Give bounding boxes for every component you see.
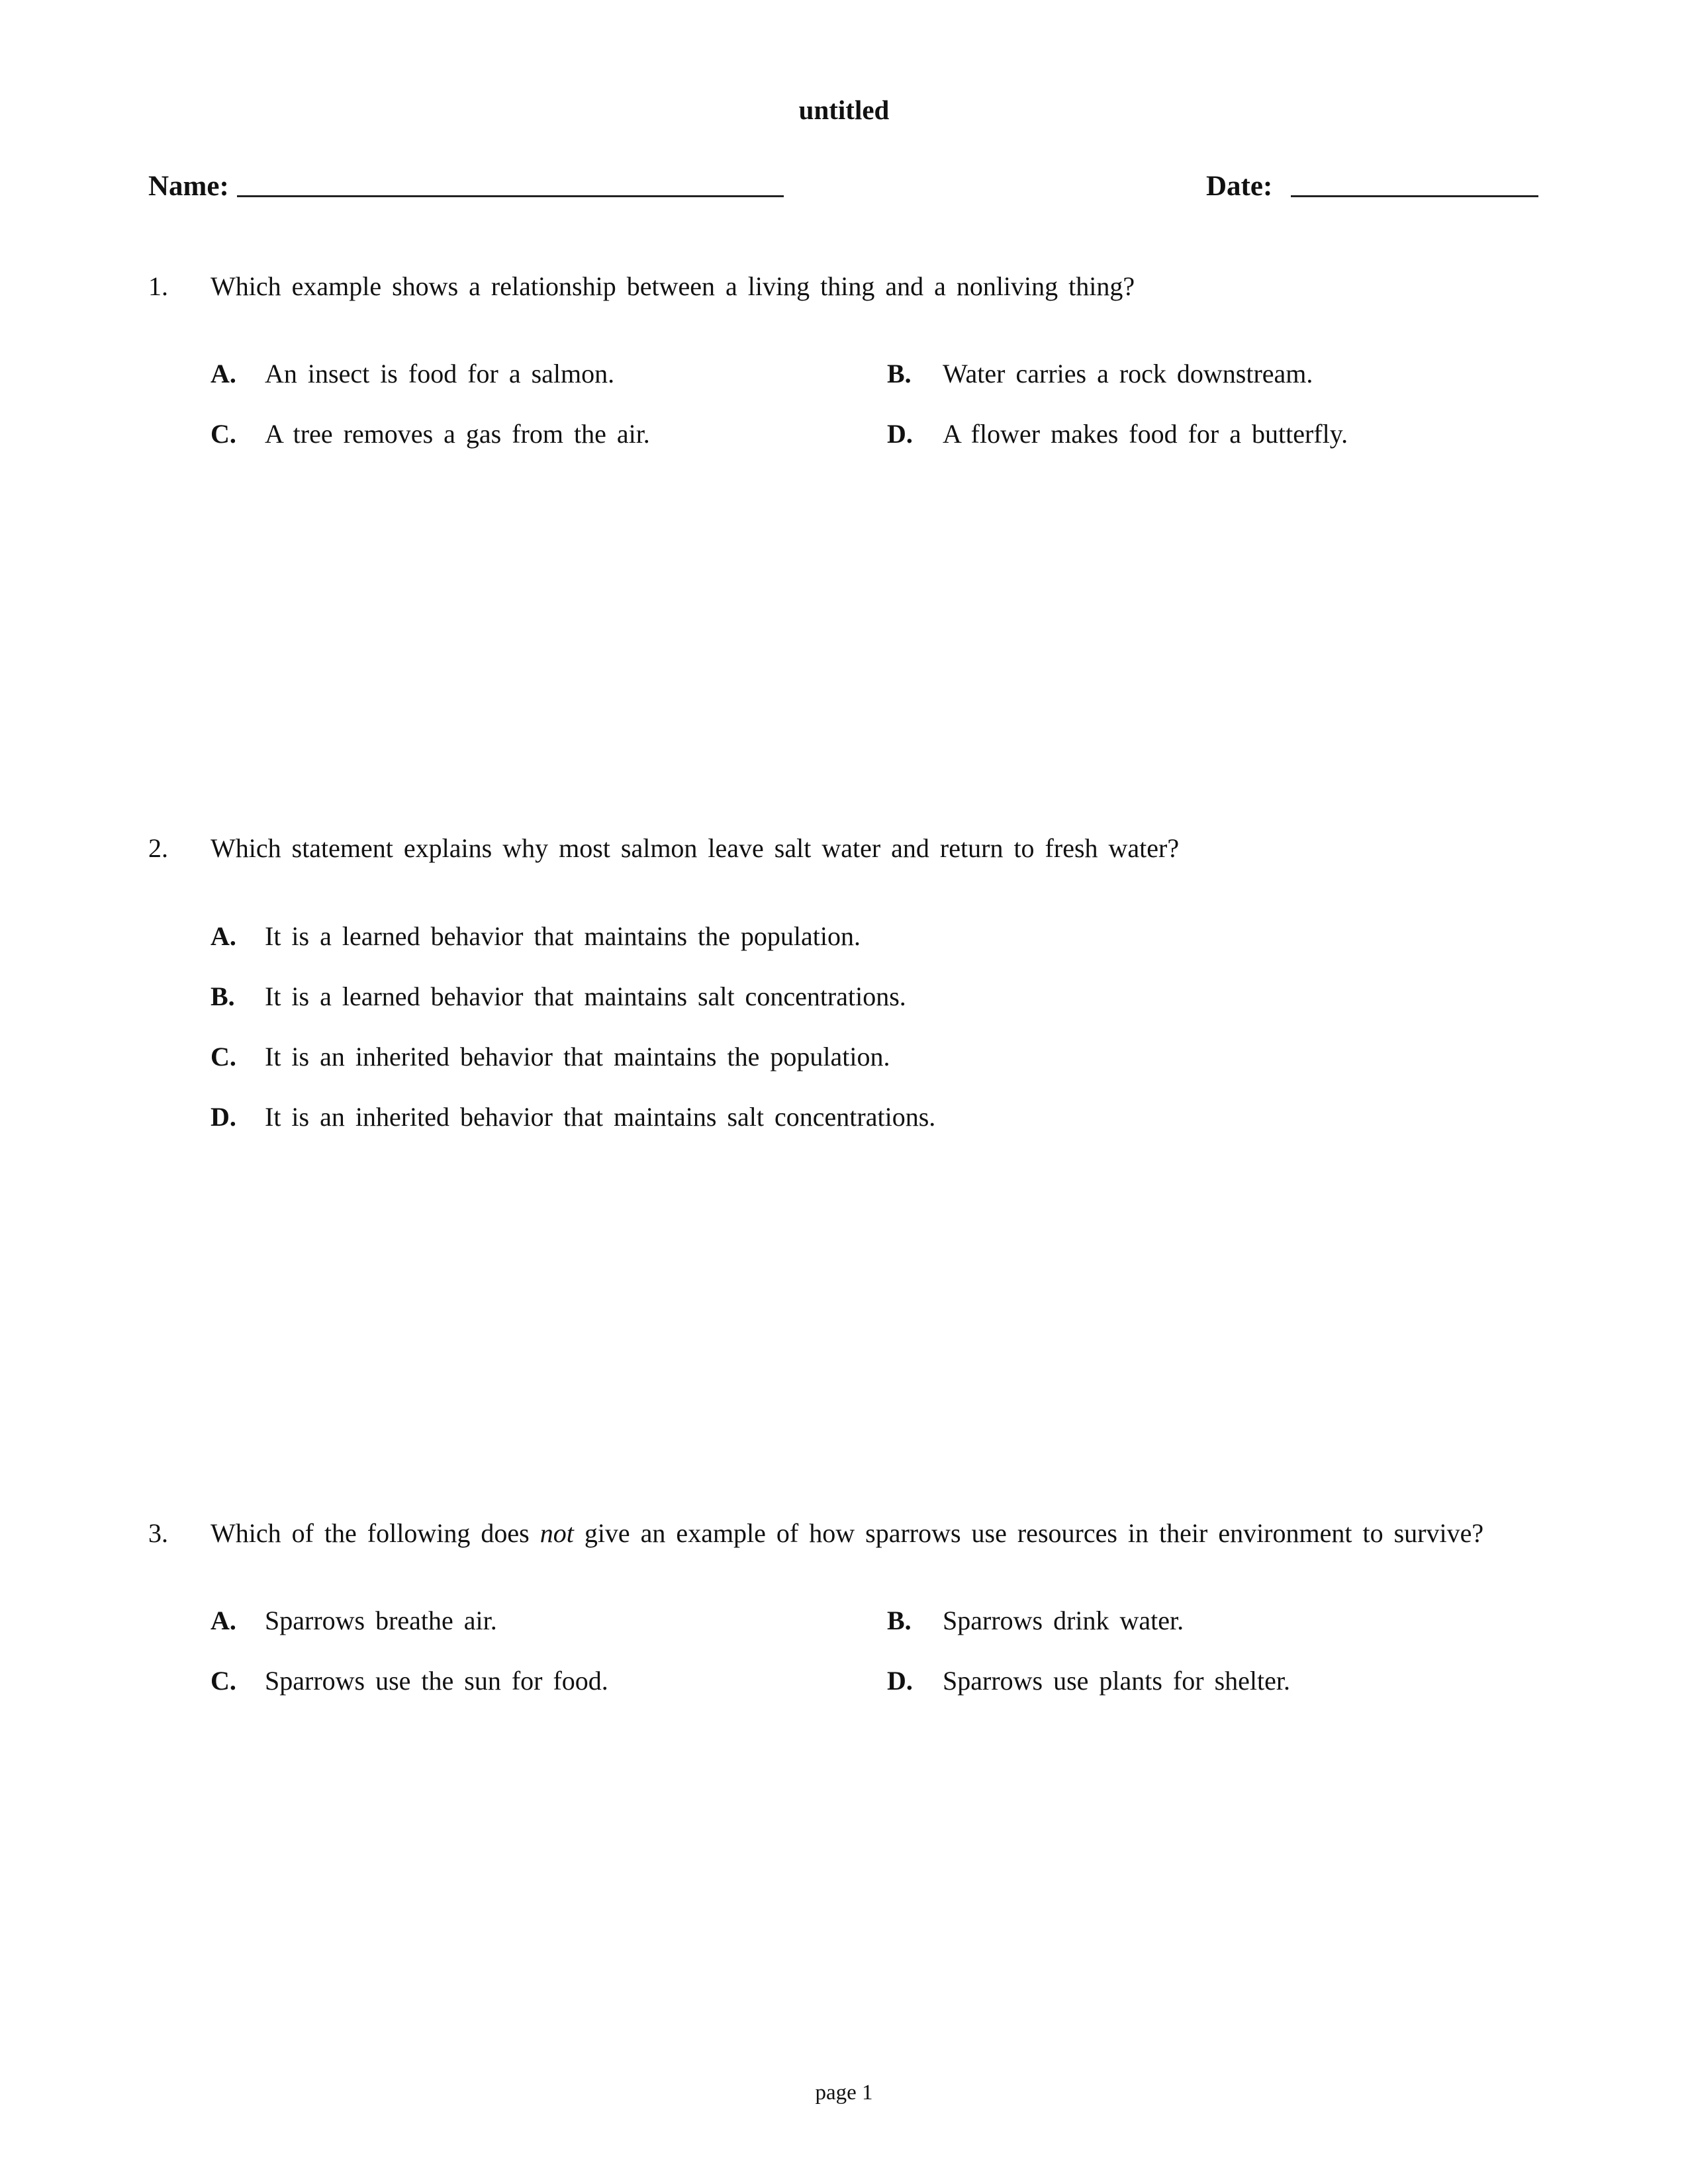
question-number: 3. <box>148 1518 168 1548</box>
option-letter: C. <box>211 1666 236 1696</box>
question-number: 1. <box>148 271 168 301</box>
question-emphasis: not <box>539 1518 574 1548</box>
date-label: Date: <box>1206 171 1273 202</box>
option-letter: A. <box>211 1606 236 1635</box>
option-letter: C. <box>211 1042 236 1071</box>
option-text: It is a learned behavior that maintains the population. <box>265 921 861 951</box>
question-text: Which example shows a relationship between a living thing and a nonliving thing? <box>211 271 1135 301</box>
page-number: page 1 <box>815 2081 873 2105</box>
option-letter: B. <box>211 981 235 1011</box>
option-text: A tree removes a gas from the air. <box>265 419 650 449</box>
option-letter: C. <box>211 419 236 449</box>
option-letter: D. <box>211 1102 236 1132</box>
option-text: A flower makes food for a butterfly. <box>943 419 1348 449</box>
name-label: Name: <box>148 171 229 202</box>
option-text: Sparrows breathe air. <box>265 1606 497 1635</box>
option-text: It is a learned behavior that maintains salt concentrations. <box>265 981 906 1011</box>
question-text-end: give an example of how sparrows use resources in their environment to survive? <box>584 1518 1484 1548</box>
option-letter: B. <box>887 1606 912 1635</box>
option-text: Sparrows use the sun for food. <box>265 1666 608 1696</box>
date-blank-line <box>1291 195 1538 197</box>
option-letter: A. <box>211 359 236 388</box>
option-text: It is an inherited behavior that maintains the population. <box>265 1042 890 1071</box>
option-text: An insect is food for a salmon. <box>265 359 615 388</box>
name-blank-line <box>237 195 784 197</box>
document-title: untitled <box>798 95 890 125</box>
option-text: Water carries a rock downstream. <box>943 359 1313 388</box>
option-letter: D. <box>887 1666 913 1696</box>
option-letter: D. <box>887 419 913 449</box>
option-text: Sparrows drink water. <box>943 1606 1184 1635</box>
option-text: Sparrows use plants for shelter. <box>943 1666 1291 1696</box>
option-letter: B. <box>887 359 912 388</box>
question-text <box>211 1515 1483 1552</box>
question-text: Which statement explains why most salmon leave salt water and return to fresh water? <box>211 833 1180 863</box>
question-number: 2. <box>148 833 168 863</box>
option-letter: A. <box>211 921 236 951</box>
question-text-start: Which of the following does <box>211 1518 530 1548</box>
option-text: It is an inherited behavior that maintains salt concentrations. <box>265 1102 936 1132</box>
